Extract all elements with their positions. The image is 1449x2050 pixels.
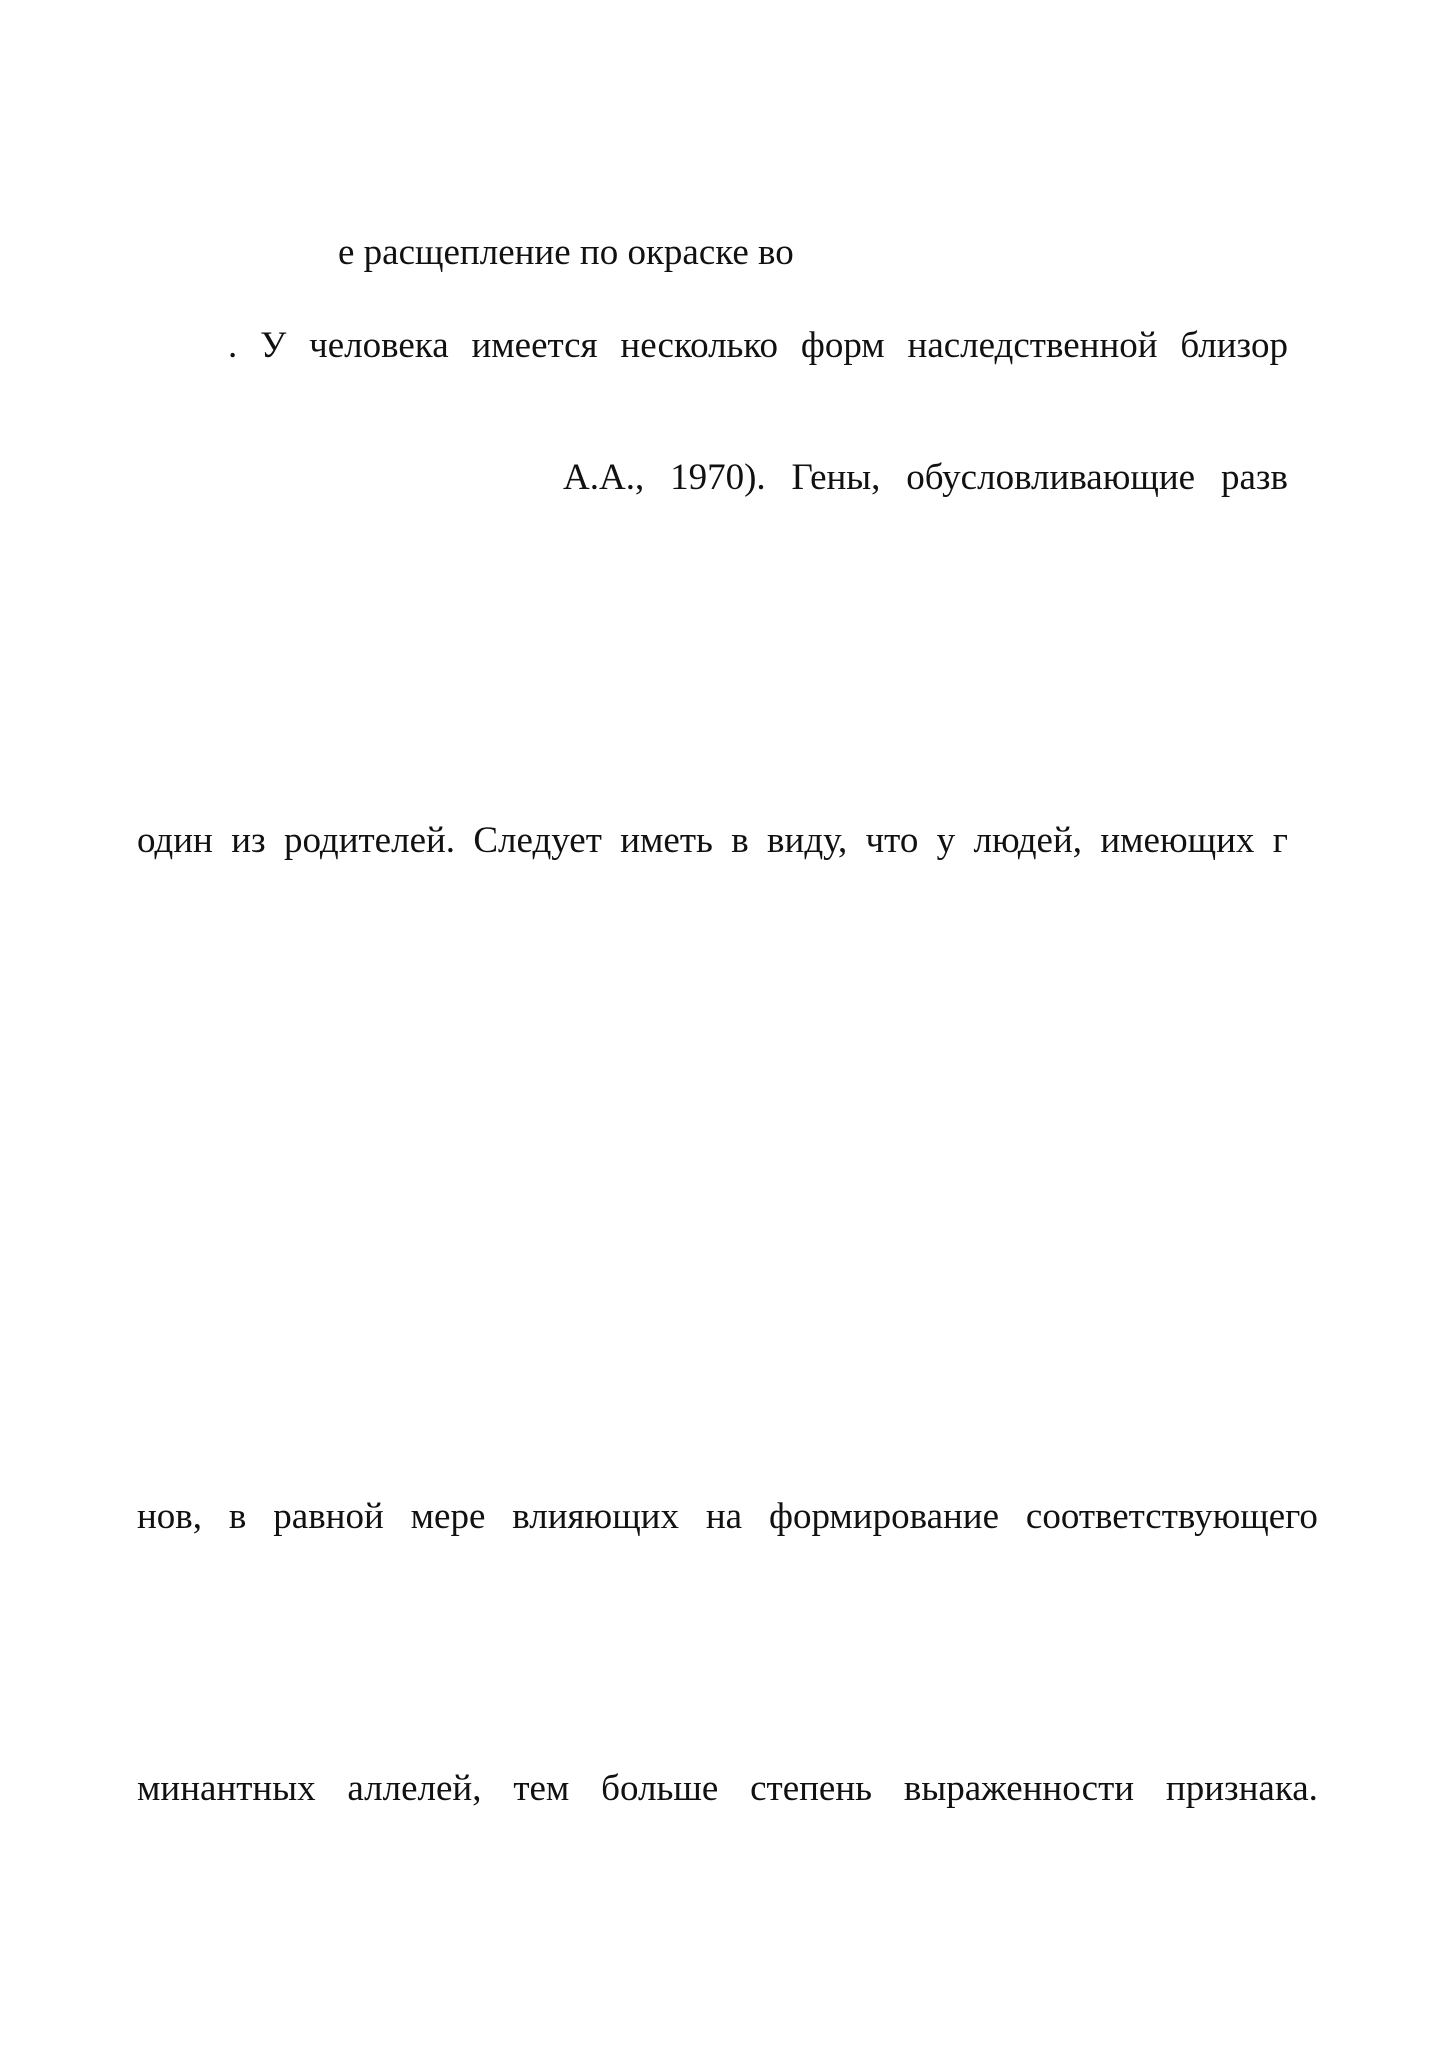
word: иметь xyxy=(620,820,713,861)
word: больше xyxy=(601,1768,719,1809)
word: г xyxy=(1272,820,1288,861)
word: степень xyxy=(750,1768,873,1809)
word: в xyxy=(228,1496,247,1537)
word: в xyxy=(731,820,749,861)
word: соответствующего xyxy=(1025,1496,1318,1537)
word: наследственной xyxy=(907,325,1158,366)
word: тем xyxy=(513,1768,570,1809)
word: нов, xyxy=(137,1496,203,1537)
word: родителей. xyxy=(283,820,456,861)
word: человека xyxy=(309,325,449,366)
word: у xyxy=(936,820,956,861)
word: равной xyxy=(273,1496,384,1537)
word: А.А., xyxy=(563,457,645,498)
word: несколько xyxy=(620,325,779,366)
text-line-4 xyxy=(137,819,1288,863)
word: 1970). xyxy=(670,457,766,498)
word: признака. xyxy=(1165,1768,1318,1809)
word: имеющих xyxy=(1100,820,1255,861)
text-line-6 xyxy=(137,1767,1318,1811)
word: обусловливающие xyxy=(906,457,1196,498)
word: Следует xyxy=(473,820,602,861)
word: мере xyxy=(410,1496,486,1537)
word: влияющих xyxy=(512,1496,679,1537)
word: из xyxy=(231,820,266,861)
word: У xyxy=(260,325,287,366)
word: разв xyxy=(1220,457,1288,498)
word: виду, xyxy=(767,820,848,861)
word: что xyxy=(865,820,919,861)
text-line-5 xyxy=(137,1495,1318,1539)
word: форм xyxy=(800,325,885,366)
word: на xyxy=(705,1496,743,1537)
text-line-1: е расщепление по окраске во xyxy=(338,232,794,273)
word: близор xyxy=(1180,325,1288,366)
word: . xyxy=(228,325,238,366)
word: минантных xyxy=(137,1768,316,1809)
word: один xyxy=(137,820,213,861)
text-line-2 xyxy=(228,324,1288,368)
word: Гены, xyxy=(791,457,881,498)
text-line-3 xyxy=(563,456,1288,500)
word: формирование xyxy=(768,1496,1000,1537)
word: имеется xyxy=(471,325,598,366)
word: выраженности xyxy=(903,1768,1135,1809)
word: аллелей, xyxy=(347,1768,482,1809)
word: людей, xyxy=(973,820,1083,861)
